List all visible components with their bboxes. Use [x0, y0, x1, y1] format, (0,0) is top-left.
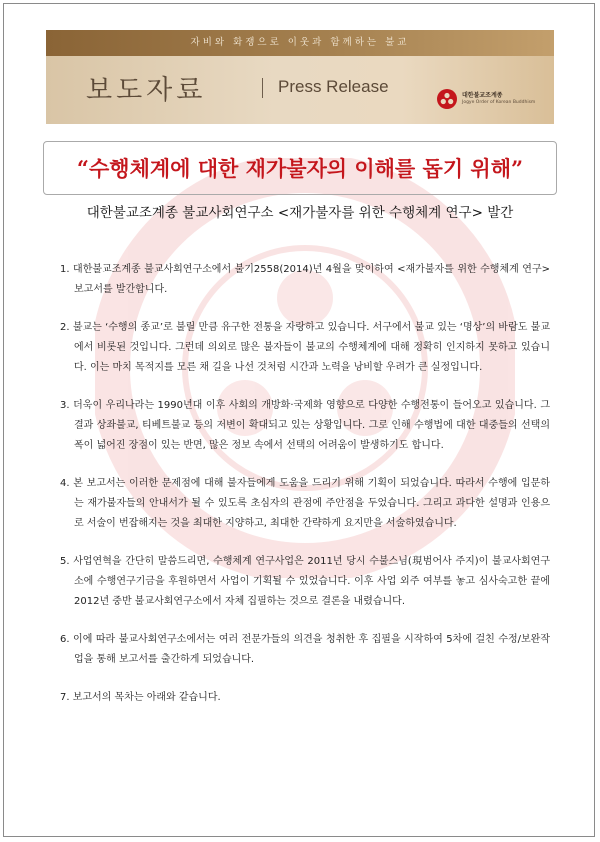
title-english: Press Release — [278, 77, 389, 96]
headline: “수행체계에 대한 재가불자의 이해를 돕기 위해” — [76, 156, 524, 181]
header-slogan: 자비와 화쟁으로 이웃과 함께하는 불교 — [190, 37, 410, 48]
headline-box — [43, 141, 557, 195]
paragraph-4: 4. 본 보고서는 이러한 문제점에 대해 불자들에게 도움을 드리기 위해 기획이 되었습니다. 따라서 수행에 입문하는 재가불자들의 안내서가 될 수 있도록 초심자의 관점에 주안점을 두었습니다. 그리고 과다한 설명과 인용으로 서술이 번잡해지는 것을 최대한 지양하고, 최대한 간략하게 요지만을 서술하였습니다. — [60, 478, 550, 529]
title-divider — [262, 78, 263, 98]
paragraph-6: 6. 이에 따라 불교사회연구소에서는 여러 전문가들의 의견을 청취한 후 집필을 시작하여 5차에 걸친 수정/보완작업을 통해 보고서를 출간하게 되었습니다. — [60, 634, 550, 665]
paragraph-3: 3. 더욱이 우리나라는 1990년대 이후 사회의 개방화·국제화 영향으로 다양한 수행전통이 들어오고 있습니다. 그 결과 상좌불교, 티베트불교 등의 저변이 확대되고 있는 상황입니다. 그로 인해 수행법에 대한 대중들의 선택의 폭이 넓어진 장점이 있는 반면, 많은 정보 속에서 선택의 어려움이 발생하기도 합니다. — [60, 400, 550, 451]
title-korean: 보도자료 — [86, 75, 207, 106]
paragraph-7: 7. 보고서의 목차는 아래와 같습니다. — [60, 692, 221, 703]
paragraph-1: 1. 대한불교조계종 불교사회연구소에서 불기2558(2014)년 4월을 맞이하여 <재가불자를 위한 수행체계 연구> 보고서를 발간합니다. — [60, 264, 550, 295]
paragraph-5: 5. 사업연혁을 간단히 말씀드리면, 수행체계 연구사업은 2011년 당시 수불스님(現범어사 주지)이 불교사회연구소에 수행연구기금을 후원하면서 사업이 기획될 수 있었습니다. 이후 사업 외주 여부를 놓고 심사숙고한 끝에 2012년 중반 불교사회연구소에서 자체 집필하는 것으로 결론을 내렸습니다. — [60, 556, 550, 607]
paragraph-2: 2. 불교는 ‘수행의 종교’로 불릴 만큼 유구한 전통을 자랑하고 있습니다. 서구에서 불교 있는 ‘명상’의 바람도 불교에서 비롯된 것입니다. 그런데 의외로 많은 불자들이 불교의 수행체계에 대해 정확히 인지하지 못하고 있습니다. 이는 마치 목적지를 모른 채 길을 나선 것처럼 시간과 노력을 낭비할 우려가 큰 실정입니다. — [60, 322, 550, 373]
jogye-order-logo-icon — [436, 88, 458, 110]
organization-name-english: Jogye Order of Korean Buddhism — [462, 100, 536, 105]
organization-name: 대한불교조계종 — [462, 92, 503, 99]
press-release-body — [60, 260, 550, 726]
subtitle: 대한불교조계종 불교사회연구소 <재가불자를 위한 수행체계 연구> 발간 — [86, 205, 514, 221]
press-release-header — [46, 30, 554, 124]
